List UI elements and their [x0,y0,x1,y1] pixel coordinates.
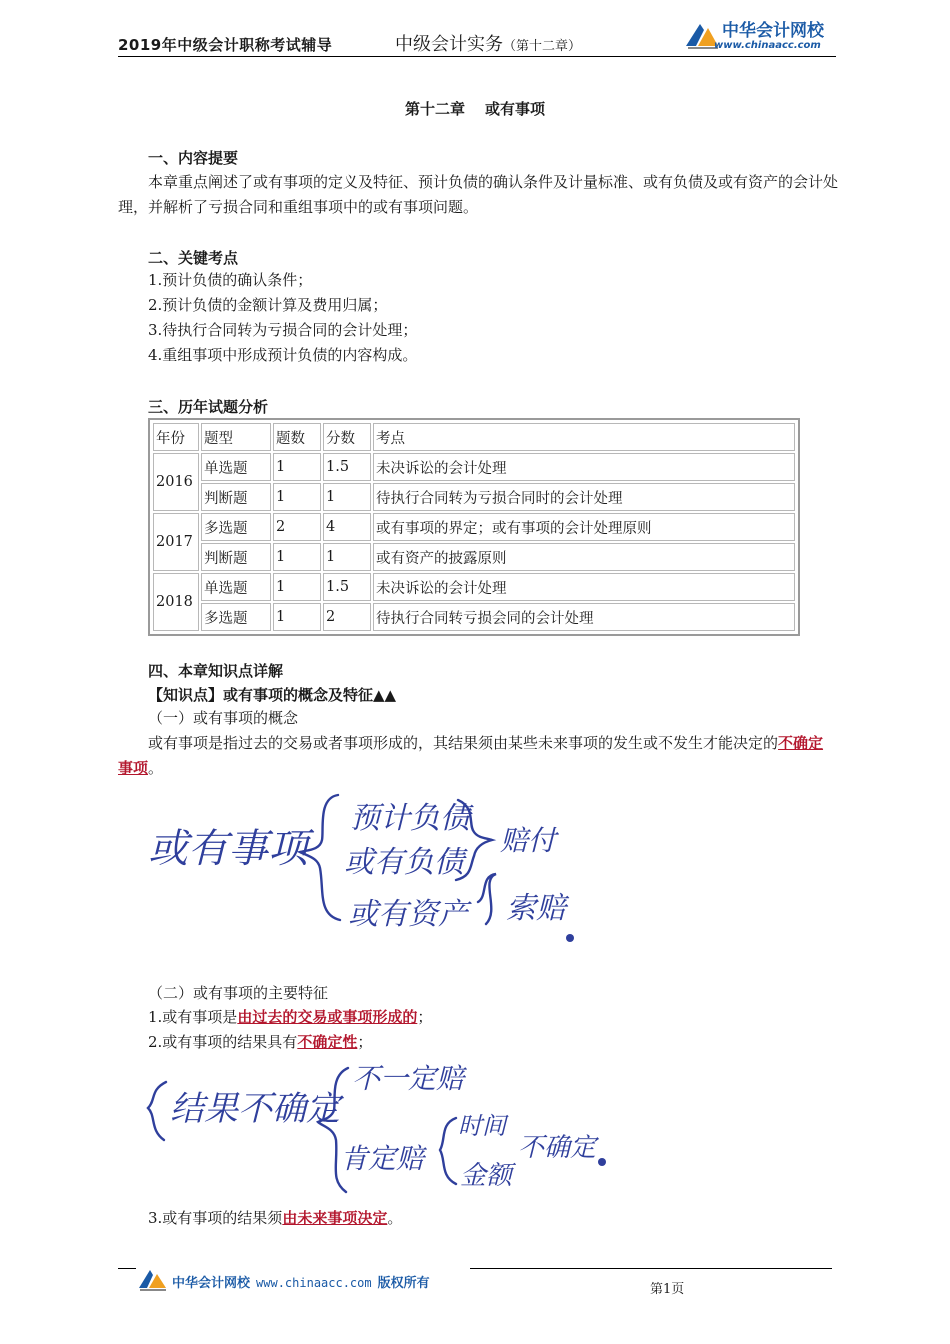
feature-3-text: 3.或有事项的结果须 [148,1209,283,1227]
cell-count: 1 [273,483,321,511]
cell-point: 未决诉讼的会计处理 [373,573,795,601]
cell-score: 1 [323,543,371,571]
footer-url[interactable]: www.chinaacc.com [256,1276,372,1290]
logo-url: www.chinaacc.com [714,40,821,51]
th-type: 题型 [201,423,271,451]
table-row [153,603,795,631]
key-point-1: 1.预计负债的确认条件； [148,271,313,289]
table-row [153,573,795,601]
exam-table [148,418,800,636]
definition-end: 。 [148,759,164,777]
table-row [153,483,795,511]
th-year: 年份 [153,423,199,451]
footer-rule-left [118,1268,136,1269]
cell-point: 或有资产的披露原则 [373,543,795,571]
cell-year: 2018 [153,573,199,631]
chapter-number: 第十二章 [404,100,465,118]
header-chapter-sub: （第十二章） [503,39,582,54]
cell-count: 1 [273,453,321,481]
header-course-name: 中级会计实务 [395,34,503,55]
brace-1 [300,795,340,920]
cell-type: 判断题 [201,483,271,511]
footer-rule-right [470,1268,832,1269]
feature-1-end: ； [417,1008,433,1026]
feature-2-end: ； [357,1033,373,1051]
subsection-concept: （一）或有事项的概念 [148,709,299,727]
th-count: 题数 [273,423,321,451]
definition-text: 或有事项是指过去的交易或者事项形成的，其结果须由某些未来事项的发生或不发生才能决定的 [148,734,779,752]
brace-3 [478,874,496,924]
header-course [395,30,581,56]
feature-1-text: 1.或有事项是 [148,1008,238,1026]
footer-name: 中华会计网校 [172,1276,251,1291]
cell-year: 2017 [153,513,199,571]
chapter-title [0,98,950,119]
feature-2-text: 2.或有事项的结果具有 [148,1033,298,1051]
cell-type: 单选题 [201,573,271,601]
chapter-name: 或有事项 [485,100,546,118]
header-rule [118,56,836,57]
cell-count: 1 [273,603,321,631]
header-exam-title: 2019年中级会计职称考试辅导 [118,36,333,54]
table-row [153,513,795,541]
brace-5 [318,1068,348,1192]
subsection-features: （二）或有事项的主要特征 [148,984,329,1002]
key-point-3: 3.待执行合同转为亏损合同的会计处理； [148,321,418,339]
hw-contingency: 或有事项 [148,826,308,872]
feature-2 [148,1030,372,1055]
brace-4 [148,1082,166,1140]
th-score: 分数 [323,423,371,451]
section-1-heading: 一、内容提要 [148,149,239,167]
cell-point: 待执行合同转为亏损合同时的会计处理 [373,483,795,511]
section-2-heading: 二、关键考点 [148,249,239,267]
cell-score: 1.5 [323,573,371,601]
cell-point: 或有事项的界定；或有事项的会计处理原则 [373,513,795,541]
table-header-row [153,423,795,451]
feature-3 [148,1206,402,1231]
hw-claim: 索赔 [506,891,566,926]
brace-2 [456,800,492,880]
exam-analysis-table [151,421,797,633]
section-1-body: 本章重点阐述了或有事项的定义及特征、预计负债的确认条件及计量标准、或有负债及或有资产的会计处理，并解析了亏损合同和重组事项中的或有事项问题。 [118,173,839,216]
brace-6 [440,1118,456,1184]
cell-point: 待执行合同转亏损会同的会计处理 [373,603,795,631]
hw-result-uncertain: 结果不确定 [170,1089,340,1129]
cell-point: 未决诉讼的会计处理 [373,453,795,481]
cell-score: 4 [323,513,371,541]
feature-2-highlight: 不确定性 [297,1033,358,1051]
hw-contingent-liability: 或有负债 [344,845,464,880]
key-point-2: 2.预计负债的金额计算及费用归属； [148,296,388,314]
cell-type: 多选题 [201,603,271,631]
table-row [153,543,795,571]
definition-paragraph [118,731,838,781]
cell-score: 1 [323,483,371,511]
cell-score: 1.5 [323,453,371,481]
cell-count: 1 [273,573,321,601]
section-3-heading: 三、历年试题分析 [148,398,269,416]
definition-highlight: 不确定事项 [118,734,824,777]
hw-not-necessarily-pay: 不一定赔 [352,1062,465,1095]
cell-type: 单选题 [201,453,271,481]
footer-rights: 版权所有 [377,1276,430,1291]
cell-count: 1 [273,543,321,571]
hw-must-pay: 肯定赔 [340,1142,425,1175]
cell-type: 判断题 [201,543,271,571]
th-point: 考点 [373,423,795,451]
section-4-heading: 四、本章知识点详解 [148,662,284,680]
logo-name: 中华会计网校 [722,21,824,41]
ink-dot [598,1158,606,1166]
hw-contingent-asset: 或有资产 [348,897,468,932]
feature-3-highlight: 由未来事项决定 [282,1209,388,1227]
cell-count: 2 [273,513,321,541]
hw-uncertain: 不确定 [518,1133,597,1163]
hw-provision: 预计负债 [350,801,470,836]
cell-type: 多选题 [201,513,271,541]
cell-year: 2016 [153,453,199,511]
feature-1-highlight: 由过去的交易或事项形成的 [237,1008,418,1026]
key-point-4: 4.重组事项中形成预计负债的内容构成。 [148,346,418,364]
footer-logo-icon [138,1266,168,1292]
hw-compensate: 赔付 [500,824,557,857]
footer-brand [172,1272,430,1291]
feature-3-end: 。 [387,1209,403,1227]
ink-dot [566,934,574,942]
cell-score: 2 [323,603,371,631]
knowledge-point-title: 【知识点】或有事项的概念及特征▲▲ [148,686,397,704]
hw-time: 时间 [458,1112,506,1140]
table-row [153,453,795,481]
page-number: 第1页 [650,1282,685,1297]
feature-1 [148,1005,432,1030]
hw-amount: 金额 [460,1161,513,1191]
